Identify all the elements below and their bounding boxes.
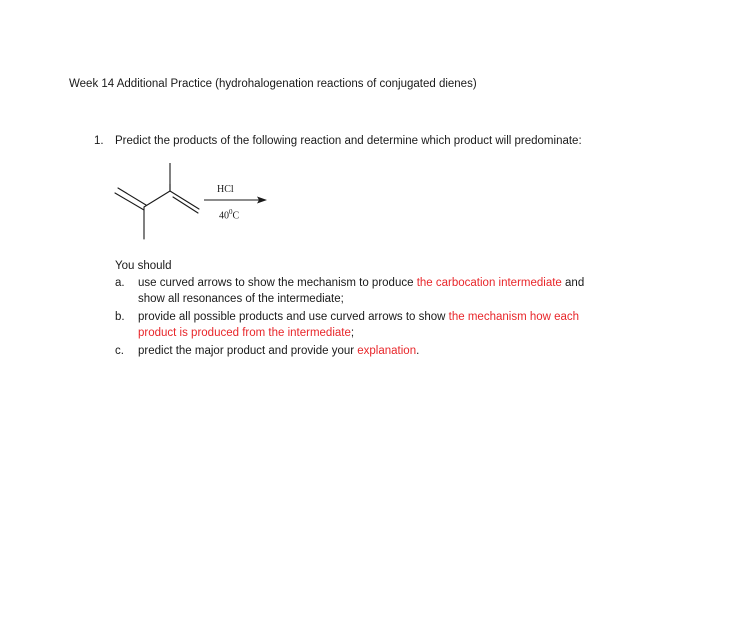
item-highlight: the mechanism how each (448, 311, 580, 323)
item-highlight: explanation (357, 345, 417, 357)
degree-mark: 0 (229, 208, 233, 216)
item-highlight: product is produced from the intermediate (138, 327, 351, 339)
bond-right-double-a (170, 191, 199, 209)
page-title: Week 14 Additional Practice (hydrohalogenation reactions of conjugated dienes) (69, 78, 477, 90)
item-highlight: the carbocation intermediate (416, 277, 562, 289)
item-marker: b. (115, 311, 125, 323)
temperature-value: 40 (219, 210, 229, 222)
temperature-unit: C (232, 210, 240, 222)
question-number: 1. (94, 135, 104, 147)
item-line (138, 275, 648, 291)
diene-structure (113, 184, 203, 242)
item-line (138, 309, 648, 325)
item-marker: c. (115, 345, 124, 357)
methyl-stub-top (166, 163, 176, 193)
item-marker: a. (115, 277, 125, 289)
instructions-lead: You should (115, 260, 172, 272)
item-text: ; (350, 327, 355, 339)
question-text: Predict the products of the following reaction and determine which product will predominate: (115, 135, 582, 147)
bond-right-double-b (173, 197, 198, 213)
reagent-label: HCl (217, 184, 234, 195)
item-text: . (416, 345, 420, 357)
item-text: use curved arrows to show the mechanism to produce (138, 277, 417, 289)
reaction-arrow (203, 195, 269, 205)
item-text: and (561, 277, 585, 289)
item-line (138, 291, 648, 307)
item-text: provide all possible products and use curved arrows to show (138, 311, 449, 323)
bond-central-single (144, 191, 170, 207)
item-text: predict the major product and provide your (138, 345, 358, 357)
temperature-label (219, 208, 239, 221)
item-text: show all resonances of the intermediate; (138, 293, 344, 305)
item-line (138, 325, 648, 341)
item-line (138, 343, 648, 359)
